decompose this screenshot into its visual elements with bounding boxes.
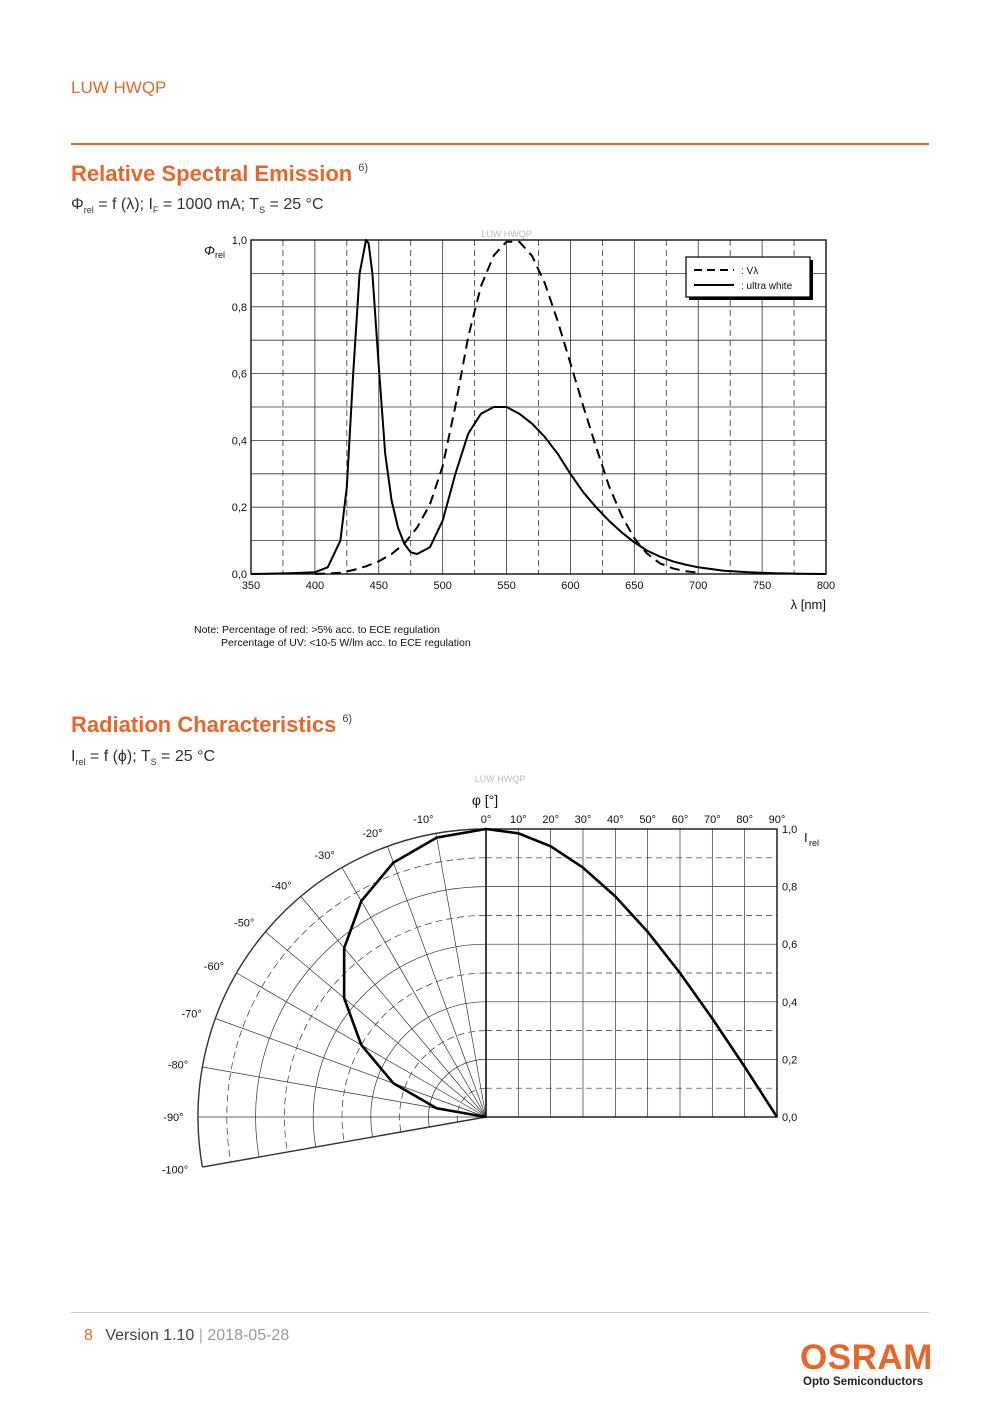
formula-sub: rel [75, 757, 86, 768]
y-axis-label: Φ [204, 243, 215, 258]
y-tick-label: 0,2 [782, 1054, 798, 1067]
spectral-formula [71, 196, 324, 215]
x-tick-label: 750 [752, 580, 772, 592]
y-tick-label: 0,0 [231, 569, 247, 581]
product-name: LUW HWQP [71, 78, 167, 97]
radiation-characteristics-chart [150, 770, 850, 1190]
date-text: 2018-05-28 [207, 1327, 290, 1344]
formula-sub: S [259, 205, 266, 216]
formula-sub: rel [83, 205, 94, 216]
angle-tick-label: 50° [639, 814, 656, 826]
angle-tick-label: -10° [413, 814, 434, 827]
angle-tick-label: 0° [480, 814, 492, 826]
y-tick-label: 0,4 [782, 996, 798, 1009]
formula-part: I [71, 748, 76, 765]
angle-tick-label: 80° [736, 814, 753, 826]
section-title-radiation-text: Radiation Characteristics [71, 712, 337, 737]
x-tick-label: 500 [433, 580, 452, 592]
page-number: 8 [84, 1327, 93, 1344]
legend-label: : ultra white [741, 281, 793, 292]
x-tick-label: 450 [369, 580, 388, 592]
version-text: Version 1.10 [105, 1327, 195, 1344]
footer-separator: | [198, 1327, 203, 1344]
polar-spoke [342, 868, 486, 1117]
angle-tick-label: 20° [542, 814, 559, 826]
polar-spoke [202, 1117, 486, 1167]
y-tick-label: 0,8 [782, 881, 798, 894]
osram-logo: OSRAM [800, 1338, 933, 1377]
formula-part: = 25 °C [265, 196, 324, 213]
y-tick-label: 0,6 [231, 368, 247, 381]
angle-tick-label: -70° [181, 1008, 202, 1021]
formula-sub: S [150, 757, 157, 768]
osram-logo-subtitle: Opto Semiconductors [803, 1376, 924, 1388]
y-axis-label: I [804, 830, 808, 845]
footer [84, 1327, 289, 1345]
formula-part: = f (ϕ); T [85, 748, 151, 765]
angle-tick-label: -100° [161, 1164, 189, 1177]
angle-tick-label: 40° [607, 814, 624, 826]
x-axis-label: λ [nm] [790, 597, 826, 612]
x-tick-label: 550 [497, 580, 516, 592]
legend-label: : Vλ [741, 266, 759, 277]
formula-phi: Φ [71, 196, 84, 213]
chart-watermark: LUW HWQP [474, 774, 526, 784]
angle-tick-label: -20° [362, 827, 383, 840]
formula-part: = f (λ); I [93, 196, 153, 213]
footer-rule [71, 1312, 929, 1313]
y-tick-label: 0,6 [782, 939, 798, 952]
x-tick-label: 800 [816, 580, 836, 592]
angle-tick-label: -40° [271, 880, 292, 893]
spectral-notes [194, 624, 471, 649]
y-tick-label: 1,0 [231, 235, 247, 247]
angle-tick-label: -60° [203, 960, 225, 973]
angle-tick-label: -30° [314, 850, 335, 863]
footnote-ref: 6) [342, 713, 353, 725]
header-rule [71, 143, 929, 145]
angle-tick-label: 70° [704, 814, 721, 826]
angle-tick-label: 60° [671, 814, 689, 826]
formula-sub: F [152, 205, 159, 216]
section-title-spectral-text: Relative Spectral Emission [71, 161, 353, 186]
x-tick-label: 650 [625, 580, 644, 592]
x-tick-label: 400 [305, 580, 325, 592]
x-tick-label: 350 [241, 580, 261, 592]
footnote-ref: 6) [358, 162, 369, 174]
note-line: Note: Percentage of red: >5% acc. to ECE regulation [194, 624, 441, 636]
radiation-formula [71, 748, 215, 767]
angle-tick-label: -80° [167, 1059, 189, 1072]
angle-tick-label: 30° [574, 814, 592, 826]
phi-axis-label: φ [°] [471, 792, 499, 808]
angle-tick-label: -50° [234, 917, 255, 930]
x-tick-label: 700 [689, 580, 708, 592]
angle-tick-label: -90° [163, 1112, 184, 1124]
y-axis-label-sub: rel [215, 250, 226, 260]
chart-watermark: LUW HWQP [481, 229, 532, 239]
y-tick-label: 0,8 [231, 301, 247, 314]
angle-tick-label: 10° [510, 814, 527, 826]
section-title-spectral [71, 161, 368, 187]
section-title-radiation [71, 712, 352, 738]
y-tick-label: 0,2 [231, 502, 247, 515]
spectral-emission-chart [190, 225, 850, 620]
y-tick-label: 0,4 [231, 435, 247, 448]
angle-tick-label: 90° [768, 814, 786, 826]
x-tick-label: 600 [561, 580, 580, 592]
formula-part: = 25 °C [156, 748, 216, 765]
y-tick-label: 1,0 [782, 824, 798, 836]
y-axis-label-sub: rel [809, 838, 820, 848]
formula-part: = 1000 mA; T [158, 196, 260, 213]
y-tick-label: 0,0 [782, 1112, 798, 1124]
note-line: Percentage of UV: <10-5 W/lm acc. to ECE regulation [221, 636, 471, 649]
